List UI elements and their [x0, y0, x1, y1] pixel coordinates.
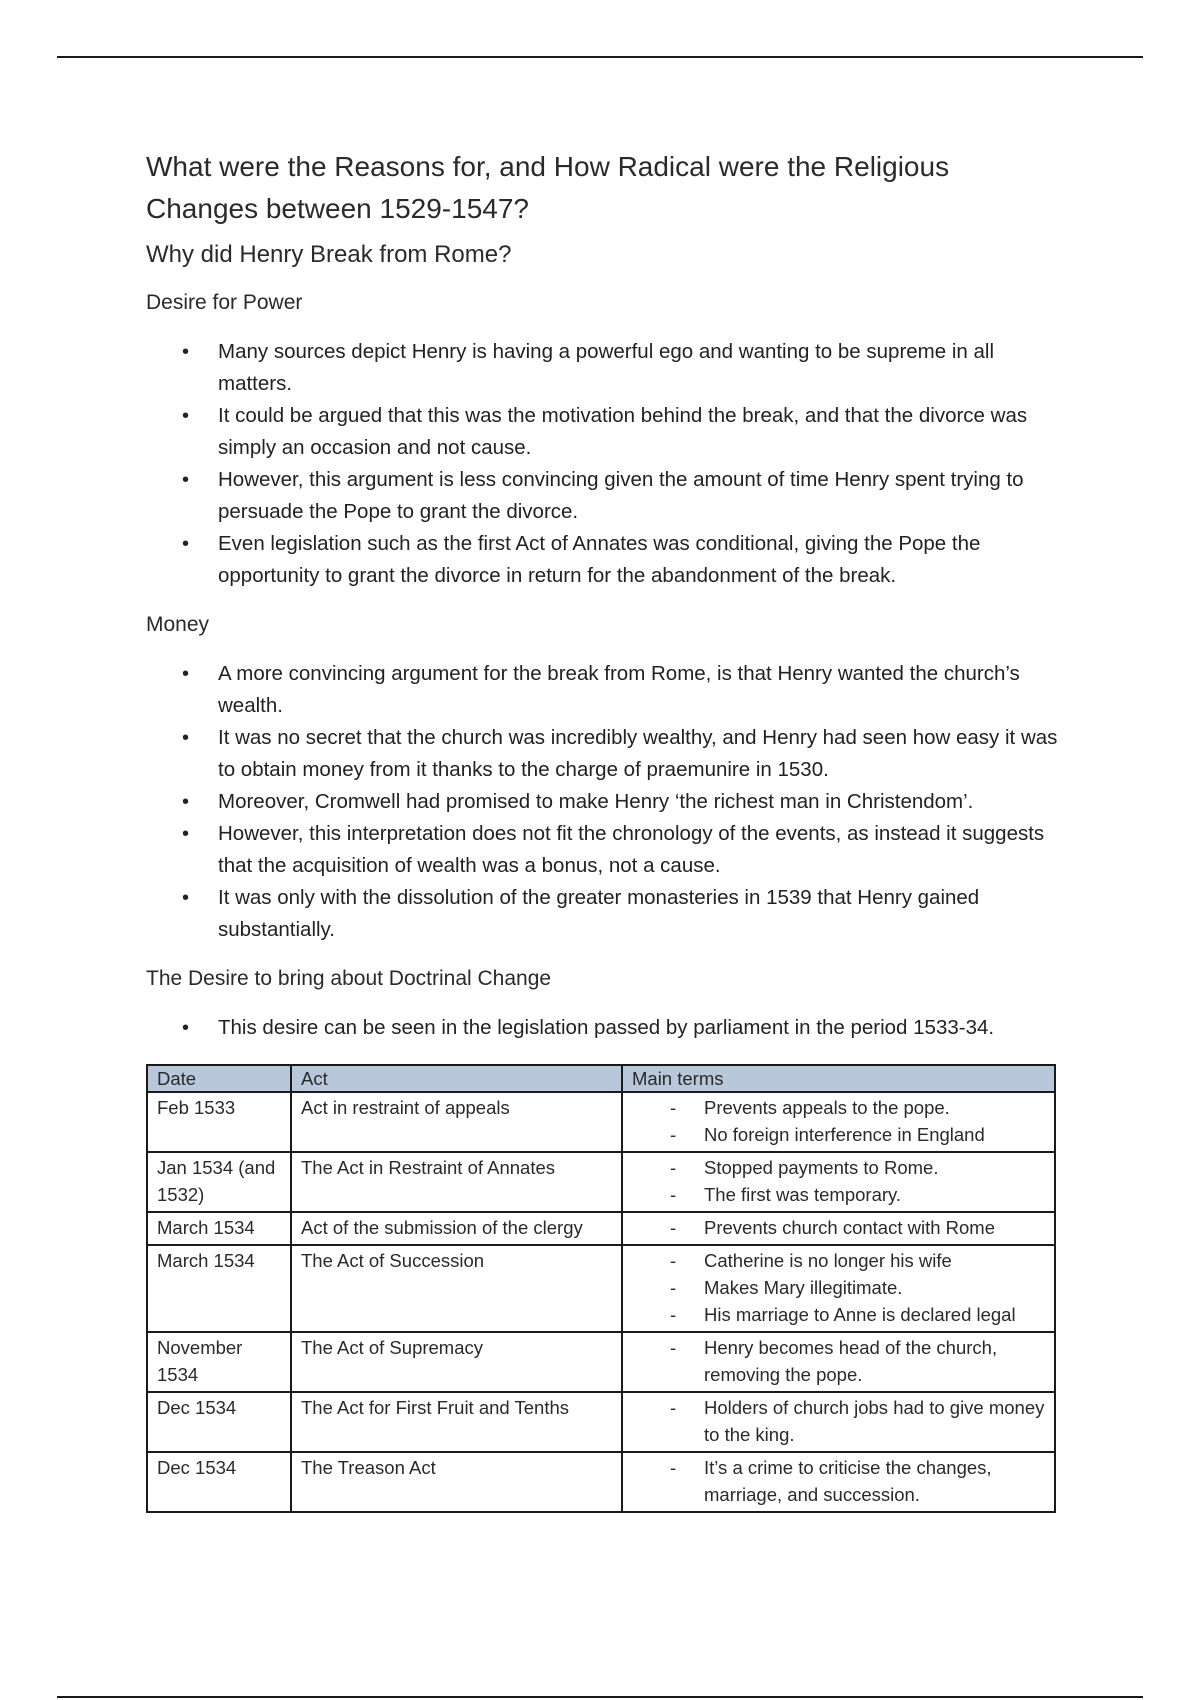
- bullet-list: [146, 658, 1066, 946]
- cell-terms: [622, 1332, 1055, 1392]
- section-heading: Money: [146, 613, 210, 636]
- document-body: [146, 146, 1066, 1513]
- bullet-item: • However, this argument is less convincing given the amount of time Henry spent trying to persuade the Pope to grant the divorce.: [146, 464, 1066, 528]
- bullet-item: • However, this interpretation does not fit the chronology of the events, as instead it suggests that the acquisition of wealth was a bonus, not a cause.: [146, 818, 1066, 882]
- cell-date: March 1534: [147, 1212, 291, 1245]
- cell-terms: [622, 1245, 1055, 1332]
- table-row: [147, 1152, 1055, 1212]
- bullet-item: • A more convincing argument for the break from Rome, is that Henry wanted the church’s wealth.: [146, 658, 1066, 722]
- table-row: [147, 1092, 1055, 1152]
- footer-rule: [57, 1696, 1143, 1698]
- acts-table: [146, 1064, 1056, 1513]
- cell-date: Feb 1533: [147, 1092, 291, 1152]
- cell-act: The Act of Succession: [291, 1245, 622, 1332]
- terms-list: [632, 1454, 1045, 1508]
- term-item: - No foreign interference in England: [632, 1121, 1045, 1148]
- terms-list: [632, 1154, 1045, 1208]
- term-item: - Henry becomes head of the church, removing the pope.: [632, 1334, 1045, 1388]
- terms-list: [632, 1094, 1045, 1148]
- term-item: - Prevents church contact with Rome: [632, 1214, 1045, 1241]
- terms-list: [632, 1247, 1045, 1328]
- bullet-item: • It could be argued that this was the motivation behind the break, and that the divorce was simply an occasion and not cause.: [146, 400, 1066, 464]
- cell-act: The Treason Act: [291, 1452, 622, 1512]
- cell-date: Jan 1534 (and 1532): [147, 1152, 291, 1212]
- cell-act: Act of the submission of the clergy: [291, 1212, 622, 1245]
- cell-date: Dec 1534: [147, 1452, 291, 1512]
- table-header-act: Act: [291, 1065, 622, 1092]
- cell-terms: [622, 1452, 1055, 1512]
- cell-terms: [622, 1092, 1055, 1152]
- cell-terms: [622, 1152, 1055, 1212]
- cell-act: The Act for First Fruit and Tenths: [291, 1392, 622, 1452]
- table-row: [147, 1212, 1055, 1245]
- table-header-terms: Main terms: [622, 1065, 1055, 1092]
- table-header-date: Date: [147, 1065, 291, 1092]
- header-rule: [57, 56, 1143, 58]
- cell-date: November 1534: [147, 1332, 291, 1392]
- table-row: [147, 1332, 1055, 1392]
- table-row: [147, 1245, 1055, 1332]
- bullet-item: • Moreover, Cromwell had promised to make Henry ‘the richest man in Christendom’.: [146, 786, 1066, 818]
- page-title: What were the Reasons for, and How Radical were the Religious Changes between 1529-1547?: [146, 151, 950, 224]
- bullet-item: • Even legislation such as the first Act of Annates was conditional, giving the Pope the opportunity to grant the divorce in return for the abandonment of the break.: [146, 528, 1066, 592]
- table-row: [147, 1392, 1055, 1452]
- term-item: - Prevents appeals to the pope.: [632, 1094, 1045, 1121]
- term-item: - Holders of church jobs had to give money to the king.: [632, 1394, 1045, 1448]
- table-body: [147, 1092, 1055, 1512]
- cell-act: The Act of Supremacy: [291, 1332, 622, 1392]
- cell-terms: [622, 1392, 1055, 1452]
- term-item: - Catherine is no longer his wife: [632, 1247, 1045, 1274]
- section-heading: The Desire to bring about Doctrinal Change: [146, 967, 552, 990]
- terms-list: [632, 1334, 1045, 1388]
- cell-date: March 1534: [147, 1245, 291, 1332]
- sections-container: [146, 290, 1066, 1044]
- cell-date: Dec 1534: [147, 1392, 291, 1452]
- term-item: - His marriage to Anne is declared legal: [632, 1301, 1045, 1328]
- bullet-item: • This desire can be seen in the legislation passed by parliament in the period 1533-34.: [146, 1012, 1066, 1044]
- term-item: - Stopped payments to Rome.: [632, 1154, 1045, 1181]
- bullet-list: [146, 1012, 1066, 1044]
- bullet-item: • It was no secret that the church was incredibly wealthy, and Henry had seen how easy it was to obtain money from it thanks to the charge of praemunire in 1530.: [146, 722, 1066, 786]
- term-item: - The first was temporary.: [632, 1181, 1045, 1208]
- bullet-list: [146, 336, 1066, 592]
- term-item: - It’s a crime to criticise the changes, marriage, and succession.: [632, 1454, 1045, 1508]
- terms-list: [632, 1394, 1045, 1448]
- cell-terms: [622, 1212, 1055, 1245]
- bullet-item: • It was only with the dissolution of the greater monasteries in 1539 that Henry gained substantially.: [146, 882, 1066, 946]
- cell-act: The Act in Restraint of Annates: [291, 1152, 622, 1212]
- bullet-item: • Many sources depict Henry is having a powerful ego and wanting to be supreme in all matters.: [146, 336, 1066, 400]
- cell-act: Act in restraint of appeals: [291, 1092, 622, 1152]
- table-row: [147, 1452, 1055, 1512]
- term-item: - Makes Mary illegitimate.: [632, 1274, 1045, 1301]
- section-title: Why did Henry Break from Rome?: [146, 241, 512, 268]
- terms-list: [632, 1214, 1045, 1241]
- section-heading: Desire for Power: [146, 291, 303, 314]
- table-header-row: [147, 1065, 1055, 1092]
